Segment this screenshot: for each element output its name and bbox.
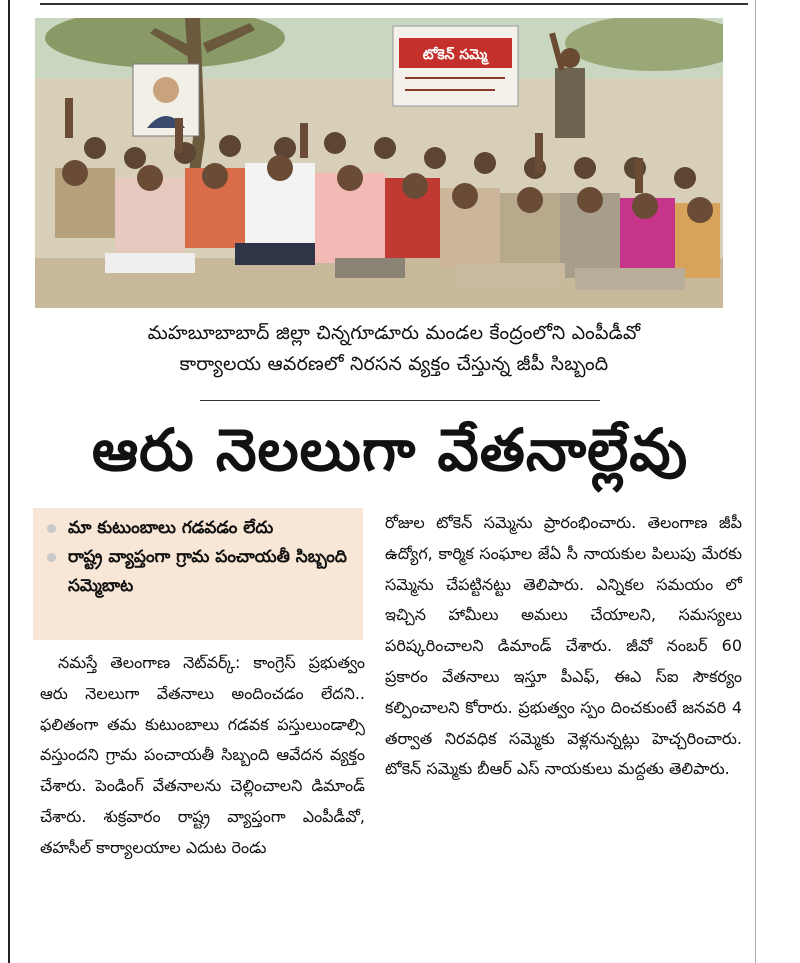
highlight-text: మా కుటుంబాలు గడవడం లేదు [68,518,274,538]
left-border [8,0,10,963]
caption-line-2: కార్యాలయ ఆవరణలో నిరసన వ్యక్తం చేస్తున్న జీపీ సిబ్బంది [179,353,609,375]
article-text-right: రోజుల టోకెన్‌ సమ్మెను ప్రారంభించారు. తెలంగాణ జీపీ ఉద్యోగ, కార్మిక సంఘాల జేఏ సీ నాయకుల పిలుపు మేరకు సమ్మెను చేపట్టినట్టు తెలిపారు. ఎన్నికల సమయం లో ఇచ్చిన హామీలు అమలు చేయాలని, సమస్యలు పరిష్కరించాలని డిమాండ్‌ చేశారు. జీవో నంబర్‌ 60 ప్రకారం వేతనాలు ఇస్తూ పీఎఫ్‌, ఈఎ స్‌ఐ సౌకర్యం కల్పించాలని కోరారు. ప్రభుత్వం స్పం దించకుంటే జనవరి 4 తర్వాత నిరవధిక సమ్మెకు వెళ్లనున్నట్లు హెచ్చరించారు. టోకెన్‌ సమ్మెకు బీఆర్‌ ఎస్‌ నాయకులు మద్దతు తెలిపారు. [385,513,742,779]
top-rule [40,3,748,5]
highlight-item [43,514,353,543]
bullet-icon [47,524,56,533]
highlights-box [33,508,363,640]
photo-caption [40,318,748,380]
article-column-right [385,508,742,785]
news-photo [35,18,723,308]
article-text-left: నమస్తే తెలంగాణ నెట్‌వర్క్‌: కాంగ్రెస్‌ ప్రభుత్వం ఆరు నెలలుగా వేతనాలు అందించడం లేదని.. ఫలితంగా తమ కుటుంబాలు గడవక పస్తులుండాల్సి వస్తుందని గ్రామ పంచాయతీ సిబ్బంది ఆవేదన వ్యక్తం చేశారు. పెండింగ్‌ వేతనాలను చెల్లించాలని డిమాండ్‌ చేశారు. శుక్రవారం రాష్ట్ర వ్యాప్తంగా ఎంపీడీవో, తహసీల్‌ కార్యాలయాల ఎదుట రెండు [40,653,365,857]
article-column-left [40,648,365,864]
headline: ఆరు నెలలుగా వేతనాల్లేవు [91,416,689,484]
highlight-item [43,543,353,601]
caption-line-1: మహబూబాబాద్ జిల్లా చిన్నగూడూరు మండల కేంద్రంలోని ఎంపీడీవో [147,322,641,344]
caption-divider [200,400,600,401]
banner-text: టోకెన్ సమ్మె [422,47,488,63]
highlight-text: రాష్ట్ర వ్యాప్తంగా గ్రామ పంచాయతీ సిబ్బంది సమ్మెబాట [68,547,347,596]
bullet-icon [47,553,56,562]
